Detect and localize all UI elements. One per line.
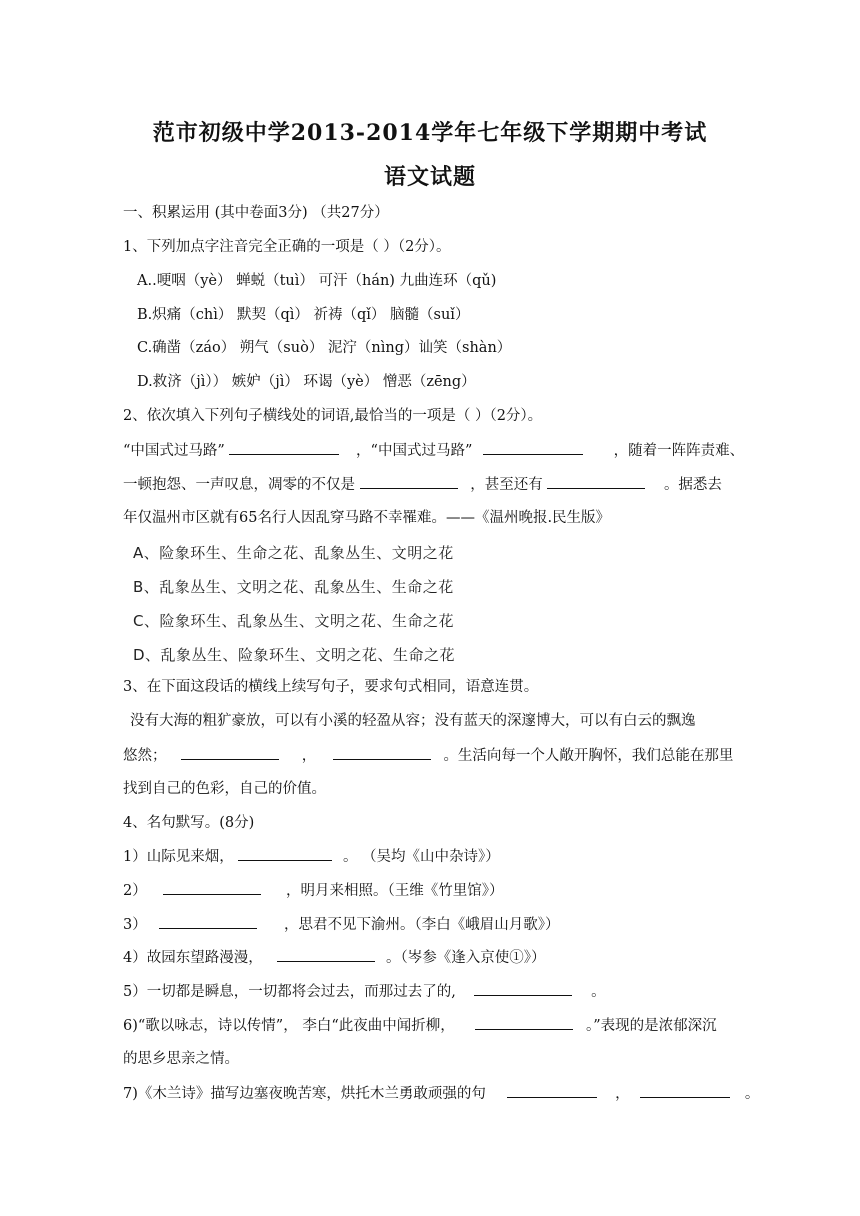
question-4-item-5 — [123, 981, 606, 1002]
question-4-item-4 — [123, 947, 545, 968]
exam-title: 范市初级中学2013-2014学年七年级下学期期中考试 — [152, 120, 708, 146]
answer-blank[interactable] — [238, 846, 332, 861]
answer-blank[interactable] — [277, 947, 375, 962]
passage-text: 。生活向每一个人敞开胸怀，我们总能在那里 — [443, 748, 734, 764]
question-3-passage-line-1: 没有大海的粗犷豪放，可以有小溪的轻盈从容；没有蓝天的深邃博大，可以有白云的飘逸 — [130, 713, 696, 729]
section-heading: 一、积累运用 (其中卷面3分) （共27分） — [123, 205, 389, 221]
question-4-item-7 — [123, 1083, 759, 1104]
answer-blank[interactable] — [333, 745, 431, 760]
question-4-item-6 — [123, 1015, 717, 1036]
question-4-item-1 — [123, 846, 500, 867]
answer-blank[interactable] — [483, 440, 583, 455]
item-text: 4）故园东望路漫漫， — [123, 950, 263, 966]
item-text: 6)“歌以咏志，诗以传情”， 李白“此夜曲中闻折柳， — [123, 1018, 455, 1034]
passage-text: ，“中国式过马路” — [356, 443, 473, 459]
item-text: ， — [615, 1086, 630, 1102]
question-4-item-2 — [123, 880, 503, 901]
item-text: 3） — [123, 917, 147, 933]
item-text: ，明月来相照。（王维《竹里馆》） — [285, 883, 504, 899]
item-text: 2） — [123, 883, 147, 899]
question-2-option-c: C、险象环生、乱象丛生、文明之花、生命之花 — [133, 612, 454, 630]
item-text: 5）一切都是瞬息，一切都将会过去，而那过去了的, — [123, 984, 456, 1000]
passage-text: “中国式过马路” — [123, 443, 225, 459]
exam-subtitle: 语文试题 — [383, 164, 476, 190]
passage-text: ，甚至还有 — [470, 477, 543, 493]
answer-blank[interactable] — [163, 880, 261, 895]
passage-text: 。据悉去 — [663, 477, 722, 493]
item-text: 。 （吴均《山中杂诗》） — [342, 849, 500, 865]
passage-text: ，随着一阵阵责难、 — [613, 443, 745, 459]
question-2-option-d: D、乱象丛生、险象环生、文明之花、生命之花 — [133, 646, 456, 664]
question-2-option-b: B、乱象丛生、文明之花、乱象丛生、生命之花 — [133, 578, 454, 596]
answer-blank[interactable] — [181, 745, 279, 760]
answer-blank[interactable] — [507, 1083, 597, 1098]
question-1-option-a: A..哽咽（yè） 蝉蜕（tuì） 可汗（hán) 九曲连环（qǔ) — [137, 273, 497, 289]
passage-text: 一顿抱怨、一声叹息，凋零的不仅是 — [123, 477, 355, 493]
question-2-passage-line-1 — [123, 440, 744, 461]
answer-blank[interactable] — [475, 1015, 573, 1030]
item-text: 。 — [591, 984, 606, 1000]
question-3-passage-line-3: 找到自己的色彩，自己的价值。 — [123, 781, 326, 797]
item-text: 1）山际见来烟， — [123, 849, 234, 865]
item-text: ，思君不见下渝州。（李白《峨眉山月歌》） — [283, 917, 560, 933]
question-1-option-d: D.救济（jì）） 嫉妒（jì） 环谒（yè） 憎恶（zēng） — [137, 374, 476, 390]
question-2-option-a: A、险象环生、生命之花、乱象丛生、文明之花 — [133, 544, 454, 562]
item-text: 。 — [744, 1086, 760, 1102]
question-1-stem: 1、下列加点字注音完全正确的一项是（ ）（2分）。 — [123, 239, 451, 255]
question-3-passage-line-2 — [123, 745, 733, 766]
item-text: 7)《木兰诗》描写边塞夜晚苦寒，烘托木兰勇敢顽强的句 — [123, 1086, 486, 1102]
answer-blank[interactable] — [547, 474, 645, 489]
passage-text: ， — [301, 748, 317, 764]
answer-blank[interactable] — [229, 440, 339, 455]
question-4-stem: 4、名句默写。(8分) — [123, 815, 255, 831]
question-3-stem: 3、在下面这段话的横线上续写句子，要求句式相同，语意连贯。 — [123, 679, 539, 695]
answer-blank[interactable] — [640, 1083, 730, 1098]
question-2-passage-line-3: 年仅温州市区就有65名行人因乱穿马路不幸罹难。——《温州晚报.民生版》 — [123, 510, 611, 526]
answer-blank[interactable] — [159, 914, 257, 929]
question-2-stem: 2、依次填入下列句子横线处的词语,最恰当的一项是（ ）（2分）。 — [123, 408, 543, 424]
question-1-option-c: C.确凿（záo） 朔气（suò） 泥泞（nìng）讪笑（shàn） — [137, 340, 512, 356]
question-4-item-6-cont: 的思乡思亲之情。 — [123, 1051, 239, 1067]
passage-text: 悠然； — [123, 748, 167, 764]
question-1-option-b: B.炽痛（chì） 默契（qì） 祈祷（qǐ） 脑髓（suǐ） — [137, 307, 470, 323]
answer-blank[interactable] — [360, 474, 458, 489]
question-4-item-3 — [123, 914, 559, 935]
item-text: 。”表现的是浓郁深沉 — [585, 1018, 717, 1034]
answer-blank[interactable] — [474, 981, 572, 996]
item-text: 。（岑参《逢入京使①》） — [385, 950, 546, 966]
question-2-passage-line-2 — [123, 474, 722, 495]
